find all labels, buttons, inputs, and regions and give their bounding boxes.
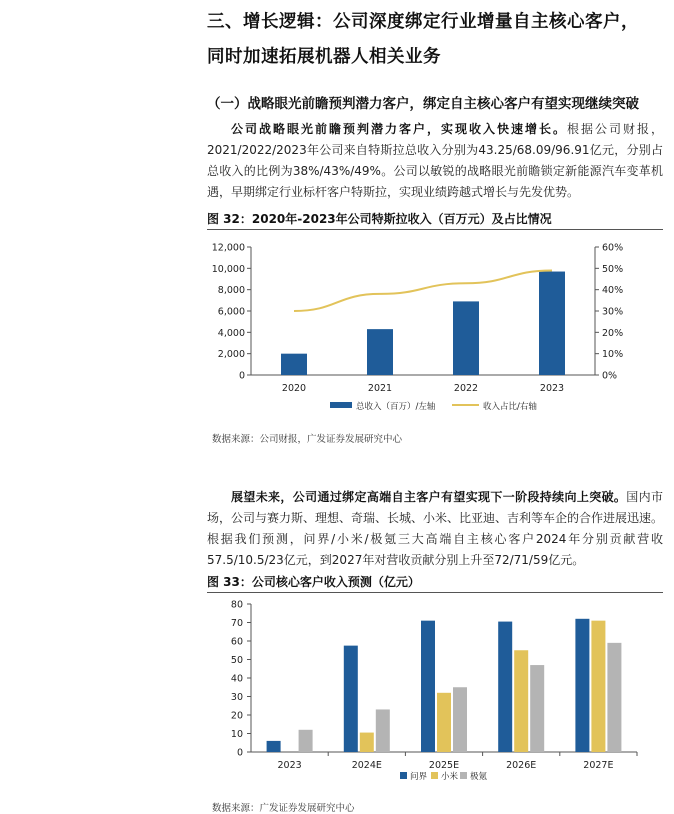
x-tick-label: 2022: [453, 383, 479, 394]
bar-小米-2027E: [591, 621, 605, 752]
legend-label-revenue: 总收入（百万）/左轴: [356, 402, 436, 412]
bar-问界-2024E: [344, 646, 358, 752]
y-tick-label-right: 50%: [602, 263, 624, 275]
legend-swatch-小米: [431, 772, 438, 779]
x-tick-label: 2025E: [428, 760, 460, 771]
legend-label-小米: 小米: [441, 772, 459, 782]
legend-label-share: 收入占比/右轴: [483, 402, 537, 412]
line-revenue-share: [294, 270, 552, 311]
figure-32-title: 图 32：2020年-2023年公司特斯拉收入（百万元）及占比情况: [207, 212, 552, 226]
y-tick-label-left: 6,000: [217, 306, 245, 318]
bar-revenue-2023: [539, 272, 565, 375]
y-tick-label-right: 40%: [602, 285, 624, 297]
bar-问界-2025E: [421, 621, 435, 752]
figure-33-source: 数据来源：广发证券发展研究中心: [212, 803, 355, 814]
paragraph-tesla-lead: 公司战略眼光前瞻预判潜力客户，实现收入快速增长。: [231, 122, 567, 136]
figure-33-rule: [207, 592, 663, 593]
y-tick-label: 0: [236, 747, 243, 759]
y-tick-label: 50: [230, 655, 243, 666]
figure-33-title: 图 33：公司核心客户收入预测（亿元）: [207, 575, 420, 589]
x-tick-label: 2024E: [351, 760, 382, 771]
bar-小米-2024E: [360, 733, 374, 752]
x-tick-label: 2021: [367, 383, 393, 394]
legend-label-问界: 问界: [410, 772, 428, 782]
y-tick-label: 60: [230, 636, 243, 648]
y-tick-label: 10: [230, 729, 243, 740]
y-tick-label-right: 10%: [602, 349, 624, 361]
bar-极氪-2027E: [607, 643, 621, 752]
y-tick-label-left: 2,000: [217, 349, 245, 361]
y-tick-label-right: 20%: [602, 327, 624, 339]
bar-revenue-2021: [367, 329, 393, 375]
bar-小米-2026E: [514, 650, 528, 752]
bar-revenue-2020: [281, 354, 307, 375]
legend-swatch-极氪: [460, 772, 467, 779]
x-tick-label: 2020: [281, 383, 307, 394]
section-title-line2: 同时加速拓展机器人相关业务: [207, 47, 441, 67]
y-tick-label: 30: [230, 692, 243, 703]
y-tick-label-left: 12,000: [211, 242, 245, 254]
bar-极氪-2023: [299, 730, 313, 752]
paragraph-outlook-body: 国内市场，公司与赛力斯、理想、奇瑞、长城、小米、比亚迪、吉利等车企的合作进展迅速。根据我们预测，问界/小米/极氪三大高端自主核心客户2024年分别贡献营收57.5/10.5/23亿元，到2027年对营收贡献分别上升至72/71/59亿元。: [207, 490, 664, 567]
y-tick-label-right: 30%: [602, 306, 624, 318]
y-tick-label-left: 0: [238, 370, 245, 382]
x-tick-label: 2023: [277, 760, 302, 771]
bar-问界-2023: [267, 741, 281, 752]
y-tick-label-right: 0%: [602, 370, 618, 382]
y-tick-label-left: 8,000: [217, 285, 245, 297]
subsection-title: （一）战略眼光前瞻预判潜力客户，绑定自主核心客户有望实现继续突破: [207, 96, 639, 112]
bar-小米-2025E: [437, 693, 451, 752]
y-tick-label-left: 10,000: [211, 263, 245, 275]
paragraph-outlook-lead: 展望未来，公司通过绑定高端自主客户有望实现下一阶段持续向上突破。: [231, 490, 627, 504]
paragraph-outlook: [207, 487, 663, 571]
section-title-line1: 三、增长逻辑：公司深度绑定行业增量自主核心客户，: [207, 12, 639, 32]
legend-swatch-revenue: [330, 402, 352, 408]
y-tick-label-right: 60%: [602, 242, 624, 254]
legend-swatch-问界: [400, 772, 407, 779]
bar-极氪-2026E: [530, 665, 544, 752]
y-tick-label: 20: [230, 710, 243, 722]
y-tick-label: 70: [230, 618, 243, 629]
chart-tesla-revenue: [207, 232, 663, 424]
bar-问界-2026E: [498, 622, 512, 752]
x-tick-label: 2027E: [583, 760, 614, 771]
legend-label-极氪: 极氪: [470, 772, 488, 782]
figure-32-source: 数据来源：公司财报，广发证券发展研究中心: [212, 434, 403, 445]
y-tick-label-left: 4,000: [217, 327, 245, 339]
y-tick-label: 40: [230, 673, 243, 685]
figure-32-rule: [207, 229, 663, 230]
x-tick-label: 2026E: [506, 760, 537, 771]
paragraph-tesla-body: 根据公司财报，2021/2022/2023年公司来自特斯拉总收入分别为43.25/68.09/96.91亿元，分别占总收入的比例为38%/43%/49%。公司以敏锐的战略眼光前瞻锁定新能源汽车变革机遇，早期绑定行业标杆客户特斯拉，实现业绩跨越式增长与先发优势。: [207, 122, 663, 199]
chart-core-customer-revenue: [207, 594, 663, 790]
x-tick-label: 2023: [539, 383, 565, 394]
y-tick-label: 80: [230, 599, 243, 611]
paragraph-tesla: [207, 119, 663, 203]
bar-问界-2027E: [575, 619, 589, 752]
bar-极氪-2024E: [376, 709, 390, 752]
bar-revenue-2022: [453, 301, 479, 375]
bar-极氪-2025E: [453, 687, 467, 752]
